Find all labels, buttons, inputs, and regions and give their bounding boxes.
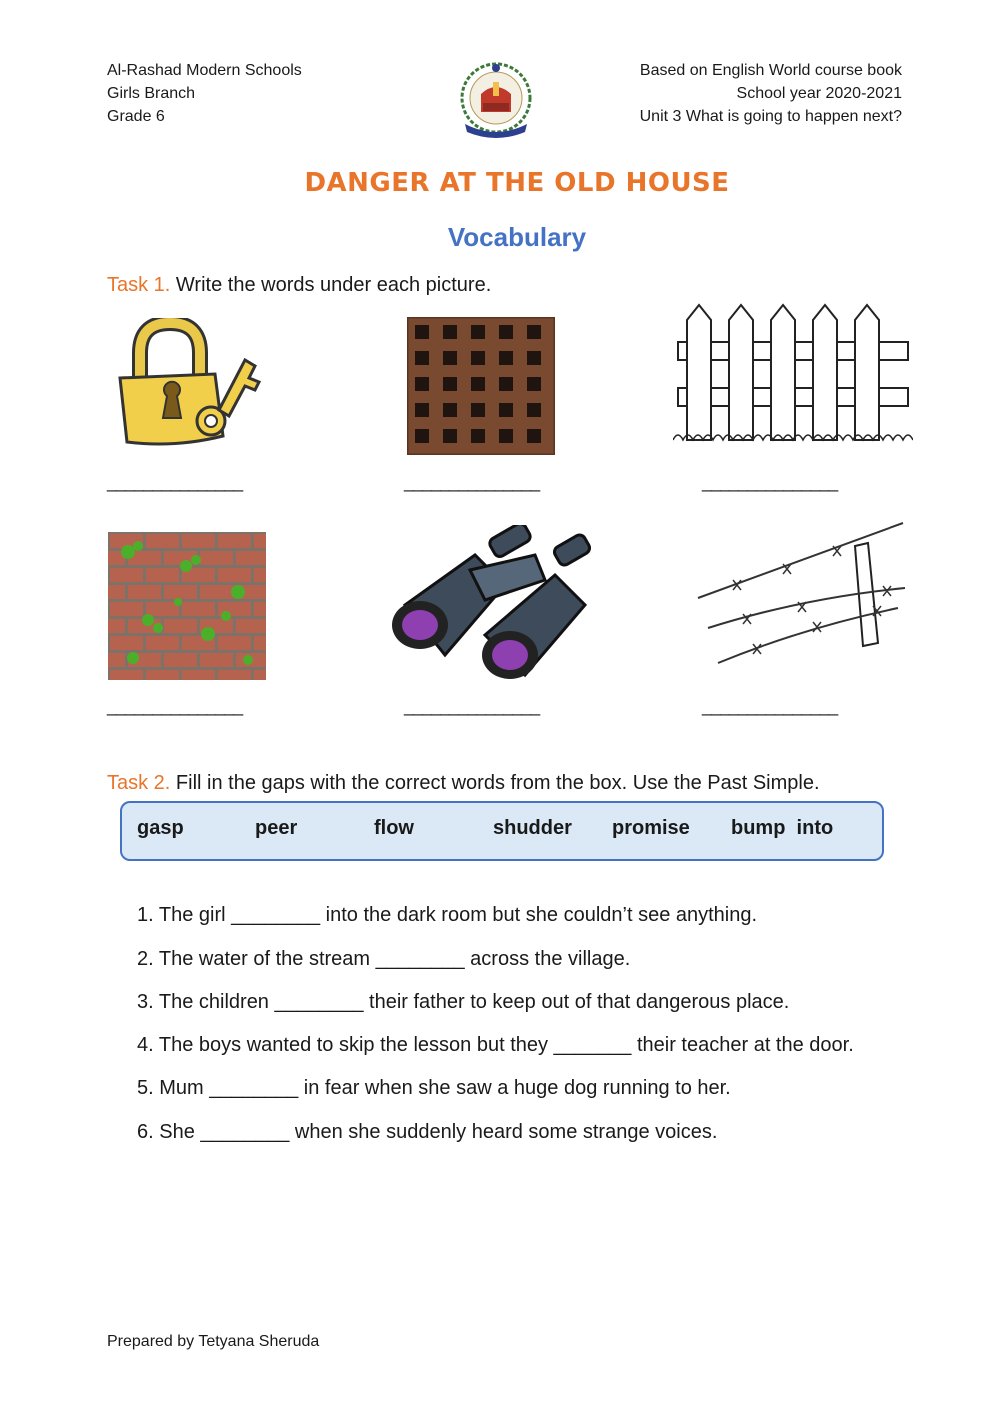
sentence-4: 4. The boys wanted to skip the lesson but they _______ their teacher at the door. bbox=[137, 1034, 854, 1056]
answer-blank[interactable]: _______________ bbox=[702, 696, 838, 716]
answer-blank[interactable]: _______________ bbox=[404, 696, 540, 716]
task1-text: Write the words under each picture. bbox=[170, 274, 492, 296]
answer-blank[interactable]: _______________ bbox=[107, 472, 243, 492]
word-shudder: shudder bbox=[493, 817, 572, 839]
binoculars-picture bbox=[385, 525, 597, 687]
answer-blank[interactable]: _______________ bbox=[702, 472, 838, 492]
header-left bbox=[107, 59, 302, 128]
grate-picture bbox=[407, 317, 555, 455]
grade: Grade 6 bbox=[107, 108, 165, 125]
course-book: Based on English World course book bbox=[639, 62, 902, 79]
sentence-3: 3. The children ________ their father to keep out of that dangerous place. bbox=[137, 991, 790, 1013]
header-right bbox=[640, 59, 902, 128]
branch: Girls Branch bbox=[107, 85, 196, 102]
word-peer: peer bbox=[255, 817, 298, 839]
school-name: Al-Rashad Modern Schools bbox=[107, 62, 302, 79]
sentence-5: 5. Mum ________ in fear when she saw a huge dog running to her. bbox=[137, 1077, 731, 1099]
sentence-6: 6. She ________ when she suddenly heard some strange voices. bbox=[137, 1121, 718, 1143]
fence-picture bbox=[673, 300, 913, 445]
answer-blank[interactable]: _______________ bbox=[404, 472, 540, 492]
sentence-2: 2. The water of the stream ________ across the village. bbox=[137, 948, 631, 970]
brick-wall-picture bbox=[108, 532, 266, 680]
school-logo-icon bbox=[455, 58, 537, 140]
sentence-1: 1. The girl ________ into the dark room but she couldn’t see anything. bbox=[137, 904, 758, 926]
answer-blank[interactable]: _______________ bbox=[107, 696, 243, 716]
word-flow: flow bbox=[374, 817, 414, 839]
task1-label: Task 1. bbox=[107, 274, 171, 296]
unit-title: Unit 3 What is going to happen next? bbox=[639, 108, 902, 125]
task2-text: Fill in the gaps with the correct words from the box. Use the Past Simple. bbox=[170, 772, 820, 794]
footer-credit: Prepared by Tetyana Sheruda bbox=[107, 1333, 320, 1350]
school-year: School year 2020-2021 bbox=[736, 85, 902, 102]
page-title: DANGER AT THE OLD HOUSE bbox=[304, 168, 730, 198]
word-gasp: gasp bbox=[137, 817, 184, 839]
task2-instruction bbox=[107, 772, 820, 795]
word-bump-into: bump into bbox=[731, 817, 834, 839]
word-promise: promise bbox=[612, 817, 690, 839]
task1-instruction bbox=[107, 274, 491, 297]
task2-label: Task 2. bbox=[107, 772, 171, 794]
section-subtitle: Vocabulary bbox=[447, 222, 587, 252]
word-box bbox=[120, 801, 884, 861]
lock-and-key-icon bbox=[115, 318, 265, 450]
barbed-wire-picture bbox=[693, 518, 908, 668]
